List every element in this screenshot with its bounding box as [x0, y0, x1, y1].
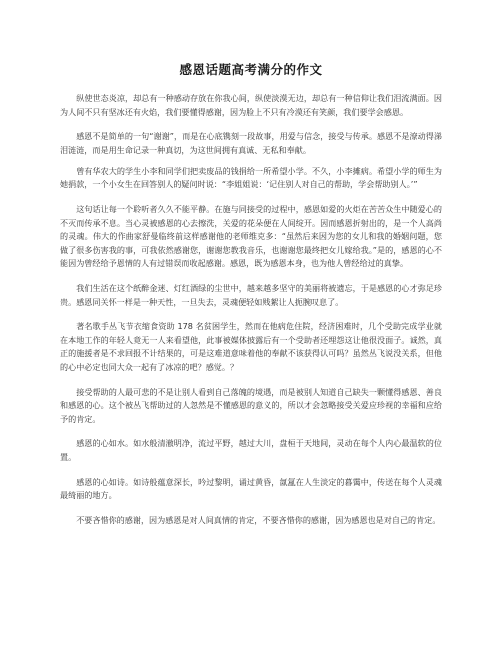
essay-paragraph: 感恩不是简单的一句“谢谢”，而是在心底镌刻一段故事，用爱与信念，接受与传承。感恩不是潦动得涕泪涟涟，而是用生命记录一种真切，为这世间拥有真诚、无私和奉献。: [60, 131, 442, 155]
essay-paragraph: 不要吝惜你的感谢，因为感恩是对人间真情的肯定，不要吝惜你的感谢，因为感恩也是对自己的肯定。: [76, 514, 441, 525]
essay-title: 感恩话题高考满分的作文: [179, 62, 323, 77]
essay-paragraph: 我们生活在这个纸醉金迷、灯红酒绿的尘世中，越来越多坚守的美丽将被遗忘，于是感恩的心才弥足珍贵。感恩同关怀一样是一种天性，一旦失去，灵魂便轻如贱絮让人扼腕叹息了。: [60, 283, 442, 307]
essay-paragraph: 感恩的心如诗。如诗般蕴意深长，吟过黎明，诵过黄昏，氤氲在人生淡定的暮霭中，传送在每个人灵魂最绮丽的地方。: [60, 476, 442, 501]
essay-body: [60, 92, 442, 527]
essay-paragraph: 这句话让每一个聆听者久久不能平静。在施与同接受的过程中，感恩如爱的火炬在苦苦众生中随爱心的不灭而传承不息。当心灵被感恩的心去擦洗，关爱的花朵便在人间绽开。因而感恩折射出的，是一个人高尚的灵魂。伟大的作曲家舒曼临终前这样感谢他的老师维克多：“虽然后来因为您的女儿和我的婚姻问题，您做了很多伤害我的事，可我依然感谢您，谢谢您教我音乐，也谢谢您最终把女儿嫁给我。”是的，感恩的心不能因为曾经给予恩情的人有过错误而收起感谢。感恩，既为感恩本身，也为他人曾经给过的真挚。: [60, 204, 442, 269]
essay-paragraph: 著名歌手丛飞节衣缩食资助 178 名贫困学生，然而在他病危住院，经济困难时，几个受助完成学业就在本地工作的年轻人竟无一人来看望他，此事被媒体披露后有一个受助者还埋怨这让他很没面子。诚然，真正的施援者是不求回报不计结果的，可是这难道意味着他的奉献不该获得认可吗？虽然丛飞说没关系，但他的心中必定也同大众一起有了冰凉的吧？感觉。？: [60, 321, 442, 372]
essay-paragraph: 接受帮助的人最可悲的不是让别人看到自己落魄的境遇，而是被别人知道自己缺失一颗懂得感恩、善良和感恩的心。这个被丛飞帮助过的人忽然是不懂感恩的意义的，所以才会忽略接受关爱应珍视的幸福和应给予的肯定。: [60, 386, 442, 424]
essay-paragraph: 感恩的心如水。如水般清澈明净，流过平野，越过大川，盘桓于天地间，灵动在每个人内心最温软的位置。: [60, 438, 442, 462]
essay-paragraph: 纵使世态炎凉，却总有一种感动存放在你我心间，纵使淡漠无边，却总有一种信仰让我们泪流满面。因为人间不只有坚冰还有火焰，我们要懂得感谢，因为脸上不只有冷漠还有笑颜，我们要学会感恩。: [60, 93, 442, 117]
essay-paragraph: 曾有华农大的学生小李和同学们把卖废品的钱捐给一所希望小学。不久，小李摊病。希望小学的师生为她捐款，一个小女生在回答别人的疑问时说：“李姐姐说：‘记住别人对自己的帮助，学会帮助别人。’”: [60, 165, 442, 190]
